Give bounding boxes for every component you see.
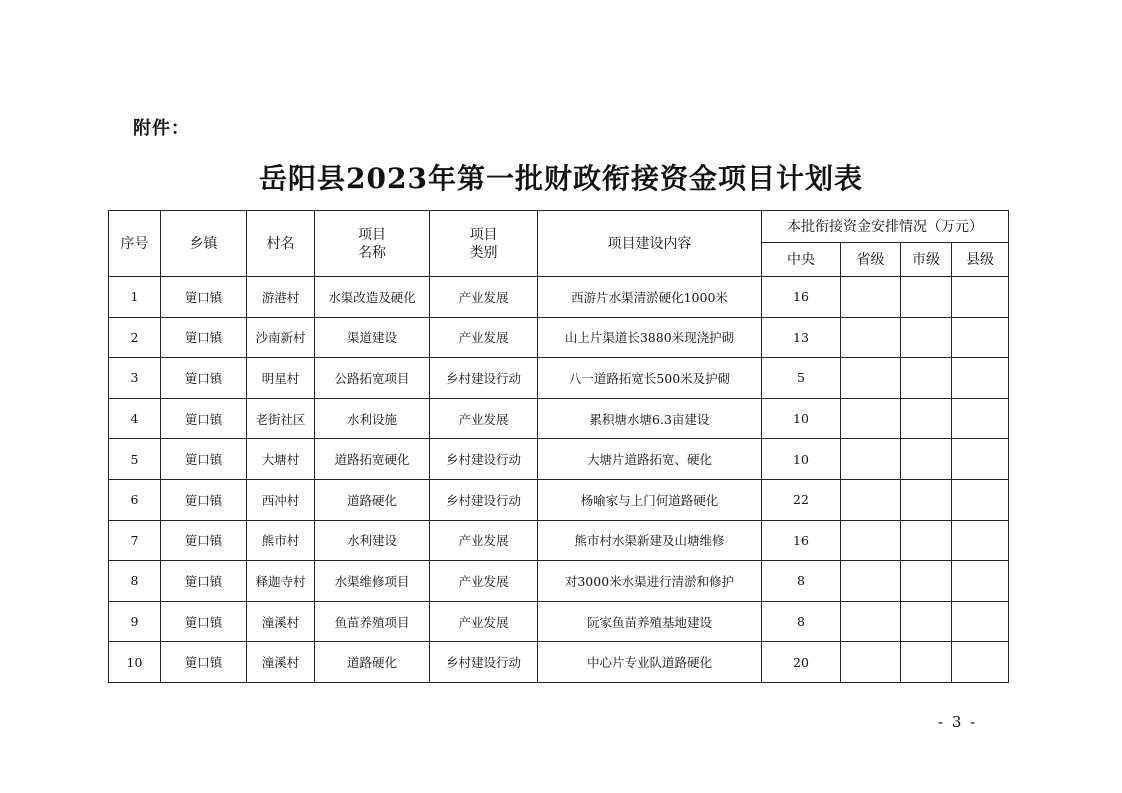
- header-funding-group: 本批衔接资金安排情况（万元）: [762, 211, 1009, 243]
- header-central: 中央: [762, 243, 841, 277]
- cell-city: [901, 398, 952, 439]
- header-project-name: [315, 211, 430, 277]
- cell-county: [952, 479, 1009, 520]
- cell-index: 3: [109, 358, 161, 399]
- cell-project: 水渠改造及硬化: [315, 277, 430, 318]
- cell-central: 10: [762, 398, 841, 439]
- table-row: [109, 358, 1009, 399]
- cell-central: 8: [762, 561, 841, 602]
- cell-village: 明星村: [247, 358, 315, 399]
- cell-village: 释迦寺村: [247, 561, 315, 602]
- table-row: [109, 479, 1009, 520]
- cell-village: 大塘村: [247, 439, 315, 480]
- cell-provincial: [841, 277, 901, 318]
- header-project-type-line1: 项目: [469, 226, 498, 243]
- cell-village: 游港村: [247, 277, 315, 318]
- cell-town: 筻口镇: [161, 398, 247, 439]
- cell-provincial: [841, 479, 901, 520]
- cell-content: 熊市村水渠新建及山塘维修: [538, 520, 762, 561]
- cell-project: 水渠维修项目: [315, 561, 430, 602]
- project-plan-table: [108, 210, 1009, 683]
- cell-project: 水利设施: [315, 398, 430, 439]
- cell-content: 中心片专业队道路硬化: [538, 642, 762, 683]
- cell-central: 16: [762, 520, 841, 561]
- cell-city: [901, 358, 952, 399]
- header-project-name-line2: 名称: [358, 244, 386, 261]
- cell-central: 13: [762, 317, 841, 358]
- cell-town: 筻口镇: [161, 439, 247, 480]
- cell-type: 产业发展: [430, 561, 538, 602]
- document-title: 岳阳县2023年第一批财政衔接资金项目计划表: [259, 162, 863, 195]
- cell-index: 8: [109, 561, 161, 602]
- cell-town: 筻口镇: [161, 642, 247, 683]
- cell-city: [901, 642, 952, 683]
- cell-provincial: [841, 561, 901, 602]
- table-row: [109, 642, 1009, 683]
- header-project-type: [430, 211, 538, 277]
- cell-content: 西游片水渠清淤硬化1000米: [538, 277, 762, 318]
- cell-project: 渠道建设: [315, 317, 430, 358]
- cell-index: 9: [109, 601, 161, 642]
- cell-county: [952, 439, 1009, 480]
- cell-type: 乡村建设行动: [430, 642, 538, 683]
- cell-index: 5: [109, 439, 161, 480]
- cell-project: 道路硬化: [315, 479, 430, 520]
- cell-provincial: [841, 601, 901, 642]
- cell-town: 筻口镇: [161, 317, 247, 358]
- cell-county: [952, 561, 1009, 602]
- cell-county: [952, 642, 1009, 683]
- cell-index: 4: [109, 398, 161, 439]
- cell-city: [901, 601, 952, 642]
- cell-town: 筻口镇: [161, 601, 247, 642]
- cell-provincial: [841, 439, 901, 480]
- cell-project: 道路硬化: [315, 642, 430, 683]
- cell-town: 筻口镇: [161, 561, 247, 602]
- cell-village: 潼溪村: [247, 642, 315, 683]
- cell-content: 对3000米水渠进行清淤和修护: [538, 561, 762, 602]
- cell-central: 22: [762, 479, 841, 520]
- table-row: [109, 601, 1009, 642]
- cell-project: 水利建设: [315, 520, 430, 561]
- header-content: 项目建设内容: [538, 211, 762, 277]
- cell-content: 八一道路拓宽长500米及护砌: [538, 358, 762, 399]
- cell-project: 道路拓宽硬化: [315, 439, 430, 480]
- header-town: 乡镇: [161, 211, 247, 277]
- header-provincial: 省级: [841, 243, 901, 277]
- cell-type: 产业发展: [430, 317, 538, 358]
- cell-provincial: [841, 358, 901, 399]
- cell-content: 杨喻家与上门何道路硬化: [538, 479, 762, 520]
- cell-provincial: [841, 317, 901, 358]
- cell-central: 20: [762, 642, 841, 683]
- cell-type: 产业发展: [430, 398, 538, 439]
- cell-central: 8: [762, 601, 841, 642]
- cell-type: 产业发展: [430, 520, 538, 561]
- cell-town: 筻口镇: [161, 479, 247, 520]
- table-row: [109, 317, 1009, 358]
- cell-village: 沙南新村: [247, 317, 315, 358]
- cell-index: 10: [109, 642, 161, 683]
- header-project-type-line2: 类别: [469, 244, 498, 261]
- table-row: [109, 398, 1009, 439]
- cell-village: 熊市村: [247, 520, 315, 561]
- table-row: [109, 439, 1009, 480]
- cell-type: 产业发展: [430, 601, 538, 642]
- attachment-label: 附件：: [133, 118, 190, 139]
- cell-provincial: [841, 520, 901, 561]
- cell-type: 乡村建设行动: [430, 358, 538, 399]
- cell-town: 筻口镇: [161, 520, 247, 561]
- cell-central: 16: [762, 277, 841, 318]
- cell-provincial: [841, 398, 901, 439]
- cell-city: [901, 439, 952, 480]
- header-village: 村名: [247, 211, 315, 277]
- table-row: [109, 277, 1009, 318]
- cell-project: 公路拓宽项目: [315, 358, 430, 399]
- cell-town: 筻口镇: [161, 277, 247, 318]
- cell-county: [952, 317, 1009, 358]
- header-city: 市级: [901, 243, 952, 277]
- cell-county: [952, 358, 1009, 399]
- header-index: 序号: [109, 211, 161, 277]
- page-number: - 3 -: [938, 713, 978, 731]
- cell-type: 产业发展: [430, 277, 538, 318]
- cell-content: 山上片渠道长3880米现浇护砌: [538, 317, 762, 358]
- cell-central: 5: [762, 358, 841, 399]
- cell-type: 乡村建设行动: [430, 439, 538, 480]
- cell-village: 潼溪村: [247, 601, 315, 642]
- cell-type: 乡村建设行动: [430, 479, 538, 520]
- cell-city: [901, 520, 952, 561]
- cell-county: [952, 398, 1009, 439]
- cell-content: 阮家鱼苗养殖基地建设: [538, 601, 762, 642]
- cell-index: 7: [109, 520, 161, 561]
- header-county: 县级: [952, 243, 1009, 277]
- cell-project: 鱼苗养殖项目: [315, 601, 430, 642]
- cell-central: 10: [762, 439, 841, 480]
- header-project-name-line1: 项目: [358, 226, 386, 243]
- cell-city: [901, 277, 952, 318]
- cell-city: [901, 479, 952, 520]
- cell-provincial: [841, 642, 901, 683]
- cell-city: [901, 561, 952, 602]
- table-row: [109, 561, 1009, 602]
- cell-index: 1: [109, 277, 161, 318]
- cell-county: [952, 520, 1009, 561]
- cell-index: 2: [109, 317, 161, 358]
- cell-content: 累积塘水塘6.3亩建设: [538, 398, 762, 439]
- cell-county: [952, 277, 1009, 318]
- cell-town: 筻口镇: [161, 358, 247, 399]
- table-row: [109, 520, 1009, 561]
- cell-county: [952, 601, 1009, 642]
- cell-index: 6: [109, 479, 161, 520]
- cell-content: 大塘片道路拓宽、硬化: [538, 439, 762, 480]
- cell-village: 西冲村: [247, 479, 315, 520]
- cell-village: 老街社区: [247, 398, 315, 439]
- cell-city: [901, 317, 952, 358]
